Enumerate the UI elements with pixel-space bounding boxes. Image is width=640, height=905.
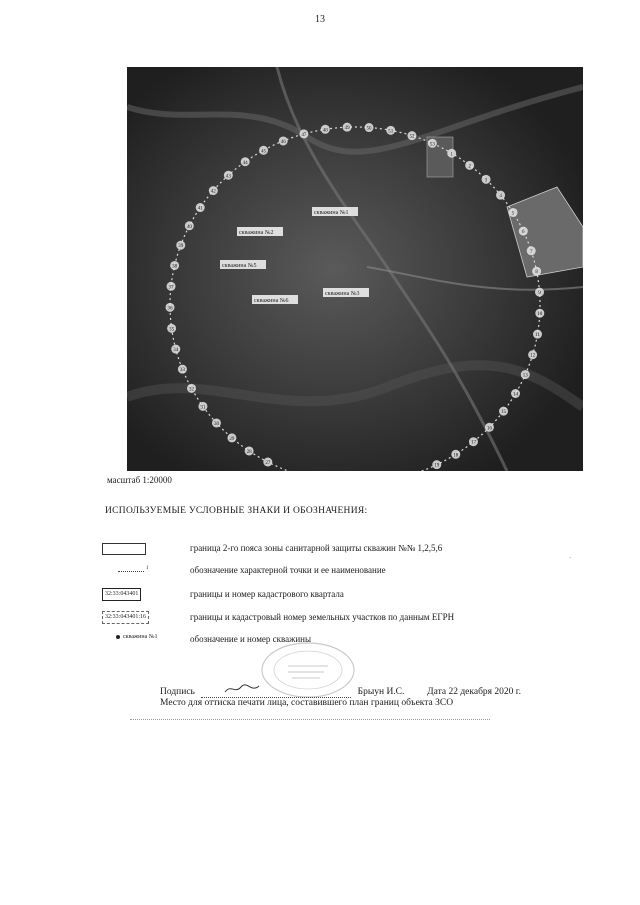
- page-number: 13: [315, 14, 325, 25]
- boundary-point-label: 16: [486, 426, 492, 432]
- boundary-point: [499, 407, 508, 416]
- boundary-point: [279, 136, 288, 145]
- boundary-point-label: 46: [280, 139, 286, 145]
- boundary-point-label: 7: [529, 249, 533, 255]
- boundary-point-label: 15: [501, 410, 507, 416]
- boundary-point: [224, 171, 233, 180]
- boundary-point: [209, 186, 218, 195]
- boundary-point: [196, 203, 205, 212]
- signer-name: Брыун И.С.: [357, 687, 405, 697]
- signature-image: [223, 684, 263, 694]
- legend-text: границы и кадастровый номер земельных участков по данным ЕГРН: [190, 612, 455, 622]
- boundary-point-label: 2: [468, 164, 471, 170]
- legend-symbol-well: скважина №1: [100, 632, 180, 648]
- boundary-point: [482, 175, 491, 184]
- legend-symbol-quarter: 32:33:043401: [100, 587, 180, 603]
- boundary-point: [528, 350, 537, 359]
- boundary-point: [407, 131, 416, 140]
- boundary-point-label: 27: [265, 460, 271, 466]
- boundary-point: [465, 161, 474, 170]
- stamp-place-line: [130, 719, 490, 720]
- boundary-point-label: 32: [189, 387, 195, 393]
- boundary-point-label: 47: [301, 132, 307, 138]
- boundary-point: [321, 125, 330, 134]
- boundary-point: [166, 303, 175, 312]
- boundary-point: [447, 149, 456, 158]
- well-label: скважина №6: [254, 298, 289, 304]
- boundary-point: [185, 221, 194, 230]
- boundary-point-label: 38: [172, 264, 178, 270]
- boundary-point: [167, 324, 176, 333]
- stamp-place-text: Место для оттиска печати лица, составившего план границ объекта ЗСО: [160, 698, 454, 708]
- boundary-point: [170, 261, 179, 270]
- map-canvas: [127, 67, 583, 471]
- signature-date: Дата 22 декабря 2020 г.: [427, 687, 521, 697]
- legend-text: граница 2-го пояса зоны санитарной защиты скважин №№ 1,2,5,6: [190, 543, 443, 553]
- signature-line: [160, 684, 521, 698]
- boundary-point-label: 9: [538, 291, 541, 297]
- legend-title: ИСПОЛЬЗУЕМЫЕ УСЛОВНЫЕ ЗНАКИ И ОБОЗНАЧЕНИЯ:: [105, 506, 368, 516]
- boundary-point: [187, 384, 196, 393]
- stray-mark: ·: [569, 554, 572, 562]
- boundary-point-label: 4: [499, 194, 502, 200]
- legend-text: границы и номер кадастрового квартала: [190, 589, 344, 599]
- boundary-point-label: 29: [229, 436, 235, 442]
- boundary-point-label: 45: [261, 149, 267, 155]
- boundary-point: [451, 450, 460, 459]
- boundary-point-label: 41: [197, 206, 203, 212]
- boundary-point-label: 42: [210, 189, 216, 195]
- boundary-point: [428, 139, 437, 148]
- legend-item: [100, 563, 570, 579]
- boundary-point-label: 52: [409, 134, 415, 140]
- boundary-point: [299, 129, 308, 138]
- boundary-point: [511, 389, 520, 398]
- boundary-point-label: 53: [429, 142, 435, 148]
- legend-symbol-point: 1: [100, 563, 180, 579]
- boundary-point-label: 49: [344, 126, 350, 132]
- map-scale: масштаб 1:20000: [107, 475, 172, 485]
- boundary-point-label: 18: [453, 453, 459, 459]
- boundary-point-label: 36: [167, 306, 173, 312]
- map-image: [127, 67, 583, 471]
- well-label: скважина №3: [325, 291, 360, 297]
- legend-symbol-zone: [100, 541, 180, 557]
- boundary-point-label: 3: [484, 178, 488, 184]
- boundary-point: [533, 330, 542, 339]
- boundary-point: [171, 345, 180, 354]
- boundary-point: [527, 246, 536, 255]
- well-label: скважина №1: [314, 210, 349, 216]
- boundary-point: [386, 126, 395, 135]
- boundary-point: [521, 370, 530, 379]
- boundary-point-label: 40: [186, 224, 192, 230]
- boundary-point-label: 31: [200, 405, 206, 411]
- boundary-point: [167, 282, 176, 291]
- boundary-point-label: 30: [213, 421, 219, 427]
- boundary-point-label: 12: [530, 353, 536, 359]
- boundary-point-label: 6: [522, 230, 525, 236]
- boundary-point: [509, 208, 518, 217]
- boundary-point-label: 33: [179, 368, 185, 374]
- boundary-point: [535, 288, 544, 297]
- boundary-point: [343, 123, 352, 132]
- legend-text: обозначение характерной точки и ее наименование: [190, 565, 386, 575]
- boundary-point: [212, 418, 221, 427]
- boundary-point: [263, 457, 272, 466]
- boundary-point: [496, 191, 505, 200]
- boundary-point-label: 17: [470, 440, 476, 446]
- boundary-point-label: 11: [535, 333, 540, 339]
- boundary-point: [198, 402, 207, 411]
- well-label: скважина №2: [239, 230, 274, 236]
- legend-item: [100, 610, 570, 626]
- boundary-point: [469, 437, 478, 446]
- well-label: скважина №5: [222, 263, 257, 269]
- legend-symbol-parcel: 32:33:043401:16: [100, 610, 180, 626]
- boundary-point-label: 8: [535, 270, 538, 276]
- boundary-point: [259, 146, 268, 155]
- boundary-point-label: 51: [388, 129, 394, 135]
- boundary-point-label: 1: [450, 152, 453, 158]
- legend-text: обозначение и номер скважины: [190, 634, 312, 644]
- boundary-point-label: 10: [537, 312, 543, 318]
- boundary-point: [519, 227, 528, 236]
- boundary-point-label: 50: [366, 126, 372, 132]
- boundary-point-label: 39: [178, 244, 184, 250]
- boundary-point: [245, 446, 254, 455]
- signature-field: [201, 684, 351, 698]
- boundary-point-label: 13: [522, 373, 528, 379]
- boundary-point: [532, 267, 541, 276]
- legend-item: [100, 587, 570, 603]
- boundary-point-label: 48: [322, 128, 328, 134]
- signature-label: Подпись: [160, 687, 195, 697]
- boundary-point: [365, 123, 374, 132]
- boundary-point-label: 19: [434, 463, 440, 469]
- boundary-point: [227, 433, 236, 442]
- boundary-point: [178, 365, 187, 374]
- boundary-point-label: 35: [169, 327, 175, 333]
- legend-item: [100, 541, 570, 557]
- boundary-point-label: 43: [225, 174, 231, 180]
- boundary-point: [241, 157, 250, 166]
- boundary-point: [485, 423, 494, 432]
- boundary-point-label: 44: [242, 160, 248, 166]
- boundary-point-label: 34: [173, 348, 179, 354]
- boundary-point-label: 28: [246, 449, 252, 455]
- boundary-point: [176, 241, 185, 250]
- boundary-point: [432, 460, 441, 469]
- boundary-point-label: 14: [513, 392, 519, 398]
- boundary-point-label: 37: [168, 285, 174, 291]
- boundary-point: [535, 309, 544, 318]
- boundary-point-label: 5: [511, 211, 515, 217]
